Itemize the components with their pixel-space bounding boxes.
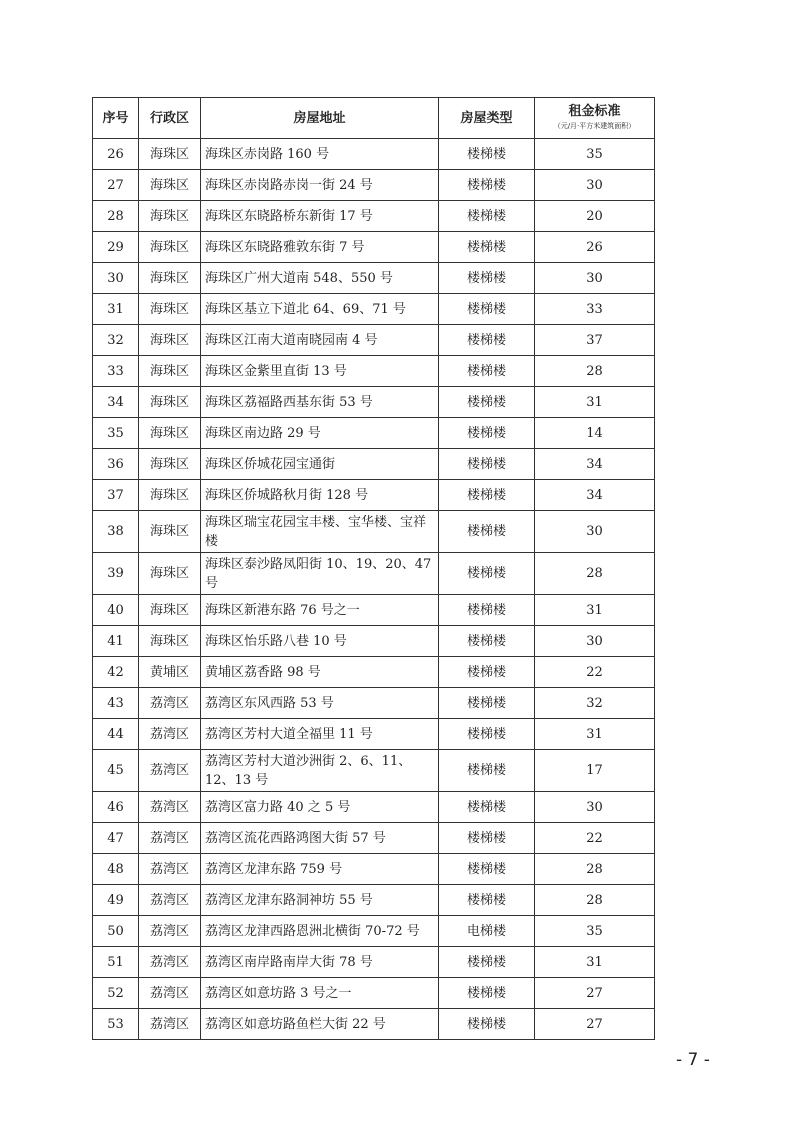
cell-no: 53 [93,1009,139,1040]
cell-no: 47 [93,823,139,854]
cell-type: 楼梯楼 [439,626,535,657]
cell-type: 楼梯楼 [439,854,535,885]
table-row [93,657,655,688]
cell-type: 楼梯楼 [439,387,535,418]
cell-type: 楼梯楼 [439,325,535,356]
cell-district: 荔湾区 [139,792,201,823]
table-row [93,325,655,356]
cell-address: 黄埔区荔香路 98 号 [201,657,439,688]
cell-rent: 31 [535,595,655,626]
cell-rent: 33 [535,294,655,325]
cell-address: 海珠区金紫里直街 13 号 [201,356,439,387]
cell-no: 27 [93,170,139,201]
table-row [93,916,655,947]
cell-no: 40 [93,595,139,626]
cell-type: 楼梯楼 [439,449,535,480]
cell-rent: 27 [535,1009,655,1040]
cell-no: 36 [93,449,139,480]
header-district: 行政区 [139,98,201,139]
cell-district: 荔湾区 [139,823,201,854]
cell-district: 黄埔区 [139,657,201,688]
cell-rent: 30 [535,626,655,657]
cell-rent: 30 [535,792,655,823]
cell-address: 海珠区东晓路桥东新街 17 号 [201,201,439,232]
cell-address: 海珠区赤岗路赤岗一街 24 号 [201,170,439,201]
cell-type: 楼梯楼 [439,480,535,511]
table-row [93,356,655,387]
cell-district: 海珠区 [139,170,201,201]
cell-district: 海珠区 [139,232,201,263]
cell-district: 海珠区 [139,449,201,480]
cell-no: 38 [93,511,139,553]
cell-address: 荔湾区龙津西路恩洲北横街 70-72 号 [201,916,439,947]
cell-type: 楼梯楼 [439,823,535,854]
page-number: - 7 - [676,1050,710,1070]
cell-rent: 14 [535,418,655,449]
cell-address: 海珠区泰沙路凤阳街 10、19、20、47 号 [201,553,439,595]
cell-no: 32 [93,325,139,356]
table-row [93,232,655,263]
cell-address: 海珠区怡乐路八巷 10 号 [201,626,439,657]
cell-address: 海珠区东晓路雅敦东街 7 号 [201,232,439,263]
table-row [93,170,655,201]
table-row [93,201,655,232]
cell-no: 33 [93,356,139,387]
cell-no: 28 [93,201,139,232]
cell-type: 楼梯楼 [439,201,535,232]
cell-address: 海珠区侨城花园宝通街 [201,449,439,480]
cell-district: 海珠区 [139,626,201,657]
cell-rent: 20 [535,201,655,232]
cell-rent: 28 [535,356,655,387]
cell-address: 海珠区荔福路西基东街 53 号 [201,387,439,418]
table-row [93,1009,655,1040]
table-row [93,511,655,553]
cell-no: 29 [93,232,139,263]
table-row [93,688,655,719]
cell-address: 荔湾区东风西路 53 号 [201,688,439,719]
cell-rent: 31 [535,719,655,750]
cell-rent: 35 [535,916,655,947]
table-row [93,823,655,854]
cell-rent: 34 [535,480,655,511]
cell-address: 海珠区赤岗路 160 号 [201,139,439,170]
cell-address: 荔湾区南岸路南岸大街 78 号 [201,947,439,978]
cell-no: 52 [93,978,139,1009]
table-row [93,626,655,657]
table-row [93,792,655,823]
cell-type: 楼梯楼 [439,750,535,792]
cell-address: 荔湾区芳村大道全福里 11 号 [201,719,439,750]
cell-district: 海珠区 [139,325,201,356]
table-row [93,595,655,626]
cell-rent: 35 [535,139,655,170]
cell-district: 海珠区 [139,356,201,387]
cell-district: 荔湾区 [139,854,201,885]
cell-address: 海珠区基立下道北 64、69、71 号 [201,294,439,325]
cell-rent: 28 [535,553,655,595]
cell-district: 荔湾区 [139,750,201,792]
table-row [93,387,655,418]
cell-district: 海珠区 [139,263,201,294]
cell-no: 35 [93,418,139,449]
table-row [93,750,655,792]
cell-no: 30 [93,263,139,294]
header-rent [535,98,655,139]
cell-type: 楼梯楼 [439,139,535,170]
cell-address: 海珠区新港东路 76 号之一 [201,595,439,626]
cell-district: 荔湾区 [139,719,201,750]
table-row [93,449,655,480]
header-rent-title: 租金标准 [568,104,621,119]
cell-district: 荔湾区 [139,885,201,916]
cell-rent: 30 [535,263,655,294]
cell-district: 海珠区 [139,553,201,595]
cell-rent: 22 [535,657,655,688]
cell-district: 海珠区 [139,387,201,418]
header-type: 房屋类型 [439,98,535,139]
cell-type: 楼梯楼 [439,657,535,688]
cell-address: 荔湾区如意坊路 3 号之一 [201,978,439,1009]
cell-no: 26 [93,139,139,170]
table-row [93,553,655,595]
cell-rent: 28 [535,885,655,916]
table-row [93,885,655,916]
cell-address: 荔湾区龙津东路 759 号 [201,854,439,885]
cell-type: 楼梯楼 [439,885,535,916]
cell-address: 海珠区瑞宝花园宝丰楼、宝华楼、宝祥楼 [201,511,439,553]
cell-type: 楼梯楼 [439,947,535,978]
cell-address: 荔湾区流花西路鸿图大街 57 号 [201,823,439,854]
cell-type: 楼梯楼 [439,792,535,823]
cell-no: 31 [93,294,139,325]
table-row [93,418,655,449]
cell-no: 44 [93,719,139,750]
cell-no: 51 [93,947,139,978]
cell-no: 50 [93,916,139,947]
cell-type: 楼梯楼 [439,1009,535,1040]
cell-address: 海珠区南边路 29 号 [201,418,439,449]
cell-rent: 17 [535,750,655,792]
cell-no: 37 [93,480,139,511]
cell-no: 49 [93,885,139,916]
cell-rent: 28 [535,854,655,885]
cell-rent: 30 [535,511,655,553]
cell-rent: 34 [535,449,655,480]
cell-no: 42 [93,657,139,688]
cell-type: 楼梯楼 [439,719,535,750]
cell-address: 荔湾区富力路 40 之 5 号 [201,792,439,823]
table-row [93,854,655,885]
table-row [93,139,655,170]
table-row [93,263,655,294]
cell-rent: 32 [535,688,655,719]
cell-district: 荔湾区 [139,978,201,1009]
cell-no: 39 [93,553,139,595]
cell-address: 海珠区江南大道南晓园南 4 号 [201,325,439,356]
cell-no: 41 [93,626,139,657]
cell-rent: 31 [535,947,655,978]
cell-type: 电梯楼 [439,916,535,947]
cell-type: 楼梯楼 [439,294,535,325]
cell-type: 楼梯楼 [439,418,535,449]
cell-type: 楼梯楼 [439,232,535,263]
header-address: 房屋地址 [201,98,439,139]
cell-district: 海珠区 [139,511,201,553]
cell-type: 楼梯楼 [439,688,535,719]
cell-district: 荔湾区 [139,947,201,978]
cell-no: 34 [93,387,139,418]
table-row [93,294,655,325]
cell-address: 荔湾区芳村大道沙洲街 2、6、11、12、13 号 [201,750,439,792]
cell-rent: 22 [535,823,655,854]
rent-table-body [93,139,655,1040]
cell-type: 楼梯楼 [439,356,535,387]
rent-table [92,97,655,1040]
cell-district: 荔湾区 [139,1009,201,1040]
cell-rent: 26 [535,232,655,263]
cell-no: 43 [93,688,139,719]
cell-district: 荔湾区 [139,688,201,719]
cell-district: 海珠区 [139,139,201,170]
header-no: 序号 [93,98,139,139]
cell-district: 海珠区 [139,201,201,232]
table-row [93,719,655,750]
cell-type: 楼梯楼 [439,978,535,1009]
cell-type: 楼梯楼 [439,170,535,201]
table-row [93,480,655,511]
cell-type: 楼梯楼 [439,553,535,595]
cell-address: 荔湾区如意坊路鱼栏大街 22 号 [201,1009,439,1040]
cell-address: 荔湾区龙津东路洞神坊 55 号 [201,885,439,916]
cell-type: 楼梯楼 [439,263,535,294]
cell-address: 海珠区侨城路秋月街 128 号 [201,480,439,511]
cell-no: 48 [93,854,139,885]
cell-district: 海珠区 [139,418,201,449]
cell-district: 荔湾区 [139,916,201,947]
cell-district: 海珠区 [139,595,201,626]
rent-table-header [93,98,655,139]
cell-no: 45 [93,750,139,792]
cell-address: 海珠区广州大道南 548、550 号 [201,263,439,294]
table-row [93,947,655,978]
cell-rent: 31 [535,387,655,418]
cell-type: 楼梯楼 [439,595,535,626]
cell-type: 楼梯楼 [439,511,535,553]
cell-rent: 37 [535,325,655,356]
cell-no: 46 [93,792,139,823]
cell-rent: 30 [535,170,655,201]
cell-district: 海珠区 [139,480,201,511]
header-rent-note: （元/月·平方米建筑面积） [553,122,636,130]
table-row [93,978,655,1009]
cell-district: 海珠区 [139,294,201,325]
cell-rent: 27 [535,978,655,1009]
